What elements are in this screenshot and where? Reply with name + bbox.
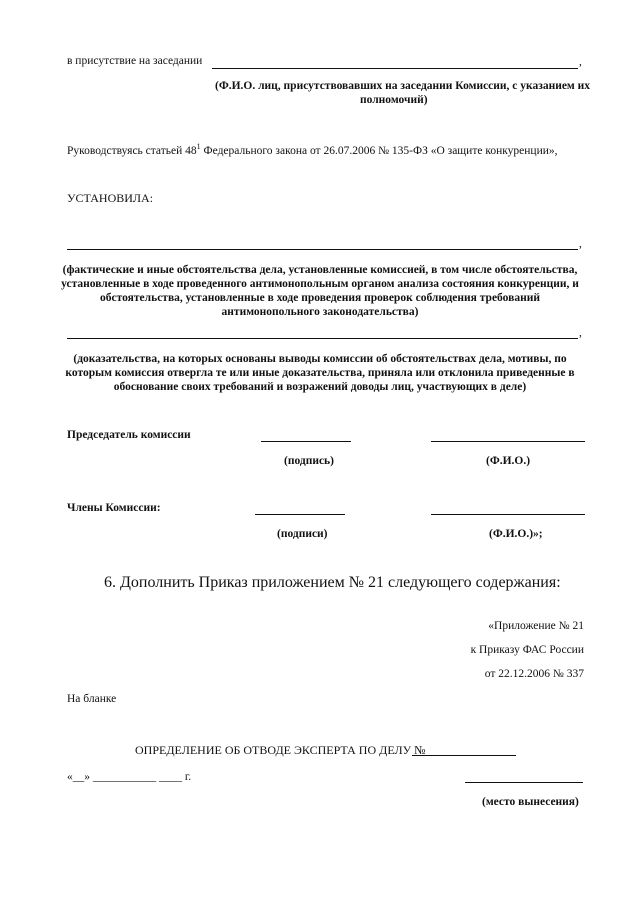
place-line bbox=[465, 782, 583, 783]
established-fill-line-1 bbox=[67, 249, 578, 250]
case-number-line bbox=[412, 755, 516, 756]
chairman-sign-caption: (подпись) bbox=[284, 455, 334, 467]
members-sign-caption: (подписи) bbox=[277, 528, 328, 540]
appendix-line2: к Приказу ФАС России bbox=[470, 644, 584, 656]
established-fill-line-2 bbox=[67, 338, 578, 339]
presence-caption-line1: (Ф.И.О. лиц, присутствовавших на заседании Комиссии, с указанием их bbox=[215, 80, 591, 92]
basis-text-start: Руководствуясь статьей 48 bbox=[67, 144, 197, 157]
date-field: «__» ___________ ____ г. bbox=[67, 771, 192, 783]
amendment-heading: 6. Дополнить Приказ приложением № 21 следующего содержания: bbox=[104, 574, 561, 591]
basis-superscript: 1 bbox=[196, 142, 201, 151]
blank-note: На бланке bbox=[67, 693, 117, 705]
members-signature-line bbox=[255, 514, 345, 515]
established-caption1-line4: антимонопольного законодательства) bbox=[221, 306, 419, 318]
presence-caption-line2: полномочий) bbox=[360, 94, 428, 106]
established-caption1-line3: обстоятельства, установленные в ходе проведения проверок соблюдения требований bbox=[100, 292, 540, 304]
members-name-caption: (Ф.И.О.)»; bbox=[489, 528, 543, 540]
chairman-name-caption: (Ф.И.О.) bbox=[486, 455, 531, 467]
members-label: Члены Комиссии: bbox=[67, 502, 161, 514]
members-name-line bbox=[431, 514, 585, 515]
established-caption1-line1: (фактические и иные обстоятельства дела, установленные комиссией, в том числе обстоятельства, bbox=[62, 264, 578, 276]
presence-label: в присутствие на заседании bbox=[67, 55, 203, 67]
presence-comma: , bbox=[579, 56, 582, 68]
established-caption2-line2: которым комиссия отвергла те или иные доказательства, приняла или отклонила приведенные в bbox=[65, 367, 575, 379]
basis-paragraph bbox=[67, 142, 558, 157]
chairman-label: Председатель комиссии bbox=[67, 429, 191, 441]
chairman-name-line bbox=[431, 441, 585, 442]
established-caption1-line2: установленные в ходе проведенного антимонопольным органом анализа состояния конкуренции, и bbox=[61, 278, 579, 290]
basis-text-end: Федерального закона от 26.07.2006 № 135-ФЗ «О защите конкуренции», bbox=[200, 144, 558, 157]
established-heading: УСТАНОВИЛА: bbox=[67, 191, 154, 205]
established-comma-2: , bbox=[579, 327, 582, 339]
established-comma-1: , bbox=[579, 238, 582, 250]
established-caption2-line3: обоснование своих требований и возражений доводы лиц, участвующих в деле) bbox=[113, 381, 527, 393]
presence-fill-line bbox=[212, 68, 578, 69]
place-caption: (место вынесения) bbox=[482, 796, 579, 808]
established-caption2-line1: (доказательства, на которых основаны выводы комиссии об обстоятельствах дела, мотивы, по bbox=[73, 353, 567, 365]
appendix-line3: от 22.12.2006 № 337 bbox=[484, 668, 584, 680]
form-title: ОПРЕДЕЛЕНИЕ ОБ ОТВОДЕ ЭКСПЕРТА ПО ДЕЛУ № bbox=[135, 743, 426, 757]
chairman-signature-line bbox=[261, 441, 351, 442]
appendix-line1: «Приложение № 21 bbox=[488, 620, 584, 632]
